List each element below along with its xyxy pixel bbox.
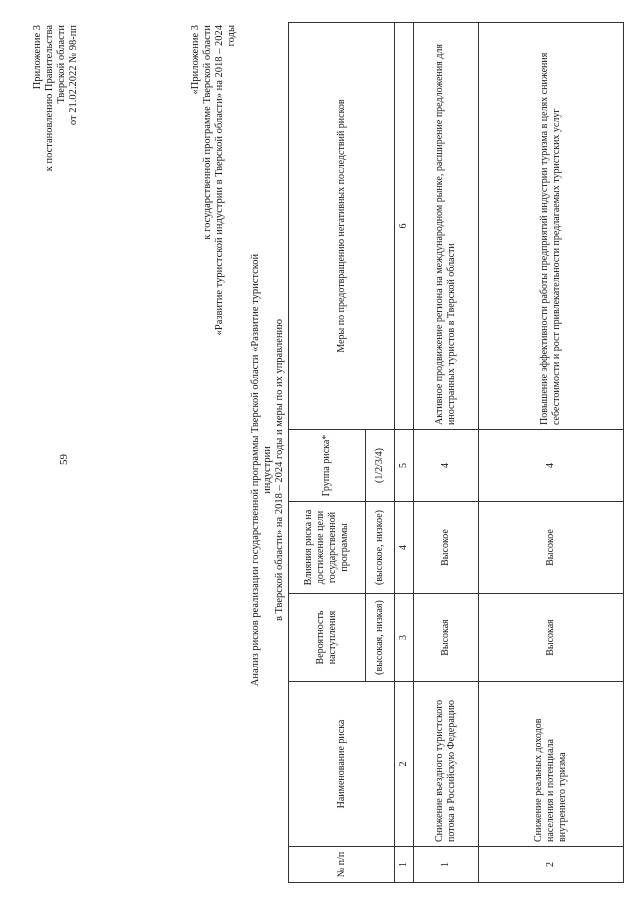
row-risk-name: Снижение реальных доходов населения и потенциала внутреннего туризма: [479, 682, 624, 847]
header-risk-name: Наименование риска: [289, 682, 395, 847]
row-measures: Повышение эффективности работы предприятий индустрии туризма в целях снижения себестоимости и рост привлекательности предлагаемых туристских услуг: [479, 23, 624, 430]
appendix-line: «Приложение 3: [190, 25, 201, 95]
document-title: [250, 235, 286, 705]
row-probability: Высокая: [479, 594, 624, 682]
appendix-program-block: [190, 25, 238, 345]
appendix-line: Тверской области: [56, 25, 67, 104]
appendix-line: Приложение 3: [32, 25, 43, 90]
row-influence: Высокое: [479, 502, 624, 594]
col-number: 2: [395, 682, 414, 847]
header-num: № п/п: [289, 847, 395, 883]
col-number: 5: [395, 430, 414, 502]
appendix-line: к государственной программе Тверской области: [202, 25, 213, 240]
header-measures: Меры по предотвращению негативных последствий рисков: [289, 23, 395, 430]
row-num: 1: [414, 847, 479, 883]
col-number: 3: [395, 594, 414, 682]
header-group: Группа риска*: [289, 430, 366, 502]
row-influence: Высокое: [414, 502, 479, 594]
row-measures: Активное продвижение региона на международном рынке, расширение предложения для иностранных туристов в Тверской области: [414, 23, 479, 430]
appendix-line: от 21.02.2022 № 98-пп: [68, 25, 79, 126]
header-probability-scale: (высокая, низкая): [366, 594, 395, 682]
column-number-row: [395, 23, 414, 883]
appendix-line: «Развитие туристской индустрии в Тверской области» на 2018 – 2024 годы: [214, 25, 237, 336]
row-num: 2: [479, 847, 624, 883]
row-group: 4: [414, 430, 479, 502]
table-row: [414, 23, 479, 883]
row-risk-name: Снижение въездного туристского потока в Российскую Федерацию: [414, 682, 479, 847]
appendix-decree-block: [32, 25, 80, 205]
header-influence: Влияния риска на достижение цели государственной программы: [289, 502, 366, 594]
title-line: в Тверской области» на 2018 – 2024 годы и меры по их управлению: [274, 318, 285, 622]
page-number: 59: [58, 454, 70, 465]
risks-table: [288, 22, 624, 883]
header-influence-scale: (высокое, низкое): [366, 502, 395, 594]
header-probability: Вероятность наступления: [289, 594, 366, 682]
title-line: Анализ рисков реализации государственной программы Тверской области «Развитие туристской индустрии: [250, 253, 273, 687]
col-number: 6: [395, 23, 414, 430]
row-group: 4: [479, 430, 624, 502]
header-group-scale: (1/2/3/4): [366, 430, 395, 502]
col-number: 4: [395, 502, 414, 594]
table-row: [479, 23, 624, 883]
row-probability: Высокая: [414, 594, 479, 682]
col-number: 1: [395, 847, 414, 883]
appendix-line: к постановлению Правительства: [44, 25, 55, 172]
